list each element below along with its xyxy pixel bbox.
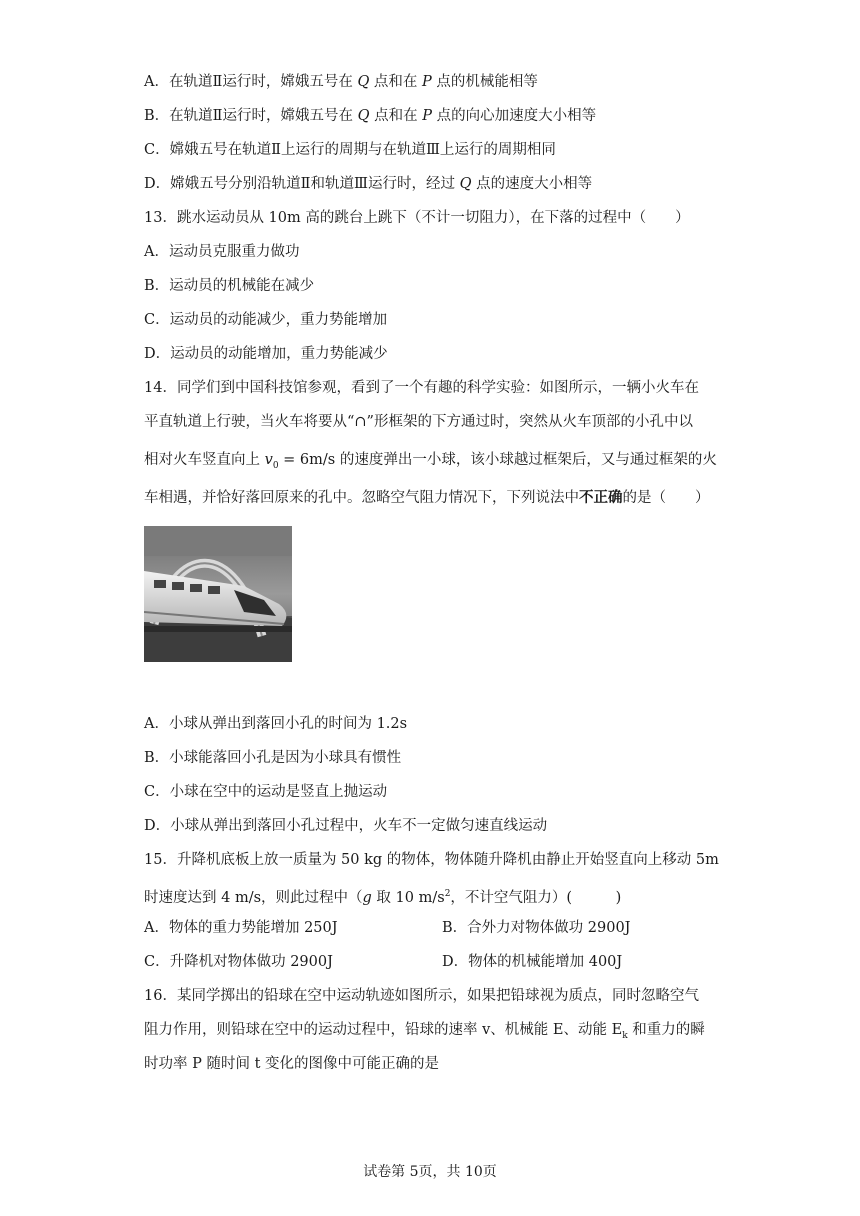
q14-stem-line-1: 14．同学们到中国科技馆参观，看到了一个有趣的科学实验：如图所示，一辆小火车在 bbox=[144, 380, 699, 396]
q13-option-c: C．运动员的动能减少，重力势能增加 bbox=[144, 312, 388, 328]
q12-option-b: B．在轨道Ⅱ运行时，嫦娥五号在 Q 点和在 P 点的向心加速度大小相等 bbox=[144, 108, 597, 124]
q14-option-b: B．小球能落回小孔是因为小球具有惯性 bbox=[144, 750, 402, 766]
train-arch-photo bbox=[144, 526, 292, 662]
q12-option-d: D．嫦娥五号分别沿轨道Ⅱ和轨道Ⅲ运行时，经过 Q 点的速度大小相等 bbox=[144, 176, 593, 192]
q14-option-a: A．小球从弹出到落回小孔的时间为 1.2s bbox=[144, 716, 408, 732]
q15-option-d: D．物体的机械能增加 400J bbox=[442, 954, 623, 970]
q14-stem-line-2: 平直轨道上行驶，当火车将要从“∩”形框架的下方通过时，突然从火车顶部的小孔中以 bbox=[144, 414, 693, 430]
q15-option-b: B．合外力对物体做功 2900J bbox=[442, 920, 631, 936]
q16-stem-line-3: 时功率 P 随时间 t 变化的图像中可能正确的是 bbox=[144, 1056, 440, 1072]
q13-option-d: D．运动员的动能增加，重力势能减少 bbox=[144, 346, 388, 362]
q15-stem-line-2: 时速度达到 4 m/s，则此过程中（g 取 10 $m/s^2$，不计空气阻力）( ) bbox=[144, 889, 622, 906]
page-footer: 试卷第 5页，共 10页 bbox=[363, 1164, 497, 1180]
q14-option-d: D．小球从弹出到落回小孔过程中，火车不一定做匀速直线运动 bbox=[144, 818, 548, 834]
q16-stem-line-2: 阻力作用，则铅球在空中的运动过程中，铅球的速率 v、机械能 E、动能 $E_k$ 和重力的瞬 bbox=[144, 1022, 705, 1041]
q14-stem-line-4: 车相遇，并恰好落回原来的孔中。忽略空气阻力情况下，下列说法中不正确的是（ ） bbox=[144, 490, 710, 506]
q14-option-c: C．小球在空中的运动是竖直上抛运动 bbox=[144, 784, 388, 800]
q15-stem-line-1: 15．升降机底板上放一质量为 50 kg 的物体，物体随升降机由静止开始竖直向上移动 5m bbox=[144, 852, 719, 868]
q13-option-a: A．运动员克服重力做功 bbox=[144, 244, 300, 260]
q12-option-a: A．在轨道Ⅱ运行时，嫦娥五号在 Q 点和在 P 点的机械能相等 bbox=[144, 74, 538, 90]
q12-option-c: C．嫦娥五号在轨道Ⅱ上运行的周期与在轨道Ⅲ上运行的周期相同 bbox=[144, 142, 556, 158]
q13-option-b: B．运动员的机械能在减少 bbox=[144, 278, 315, 294]
q15-option-a: A．物体的重力势能增加 250J bbox=[144, 920, 338, 936]
q16-stem-line-1: 16．某同学掷出的铅球在空中运动轨迹如图所示，如果把铅球视为质点，同时忽略空气 bbox=[144, 988, 699, 1004]
q13-stem: 13．跳水运动员从 10m 高的跳台上跳下（不计一切阻力），在下落的过程中（ ） bbox=[144, 210, 690, 226]
q15-option-c: C．升降机对物体做功 2900J bbox=[144, 954, 333, 970]
q14-stem-line-3: 相对火车竖直向上 $v_0 = 6m/s$ 的速度弹出一小球，该小球越过框架后，又与通过框架的火 bbox=[144, 452, 717, 471]
